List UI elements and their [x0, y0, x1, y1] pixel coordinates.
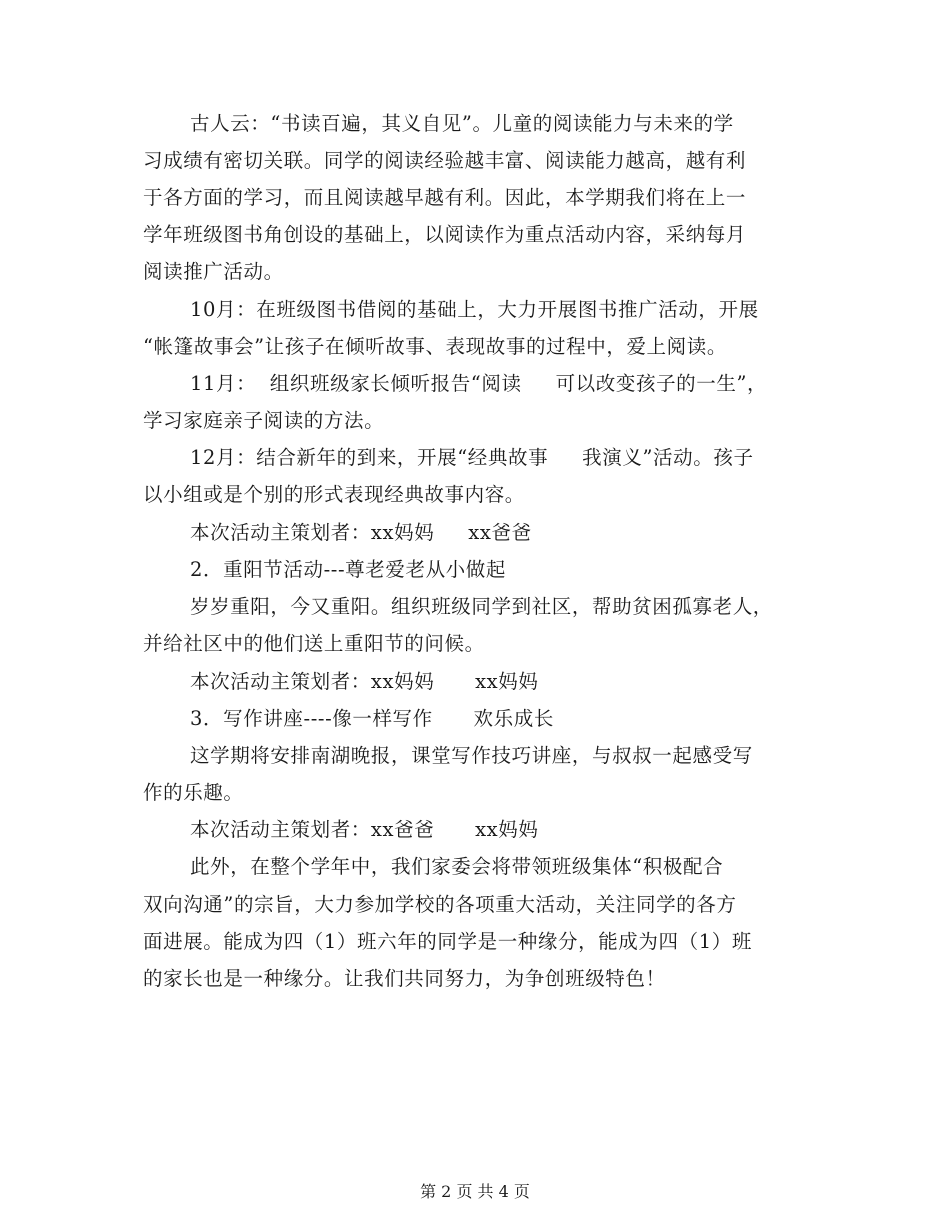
section-heading: 2．重阳节活动---尊老爱老从小做起 — [190, 558, 506, 581]
text-line: 本次活动主策划者：xx妈妈 xx妈妈 — [190, 670, 539, 693]
text-line: 并给社区中的他们送上重阳节的问候。 — [143, 632, 485, 655]
text-line: 阅读推广活动。 — [143, 260, 284, 283]
text-line: 这学期将安排南湖晚报，课堂写作技巧讲座，与叔叔一起感受写 — [190, 744, 753, 767]
text-line: 11月： 组织班级家长倾听报告“阅读 可以改变孩子的一生”， — [190, 372, 768, 395]
page-number-footer: 第 2 页 共 4 页 — [420, 1182, 530, 1201]
text-line: 的家长也是一种缘分。让我们共同努力，为争创班级特色！ — [143, 967, 666, 990]
text-line: 学习家庭亲子阅读的方法。 — [143, 409, 385, 432]
text-line: 双向沟通”的宗旨，大力参加学校的各项重大活动，关注同学的各方 — [143, 893, 737, 916]
text-line: 以小组或是个别的形式表现经典故事内容。 — [143, 483, 525, 506]
text-line: 面进展。能成为四（1）班六年的同学是一种缘分，能成为四（1）班 — [143, 930, 752, 953]
text-line: 岁岁重阳，今又重阳。组织班级同学到社区，帮助贫困孤寡老人， — [190, 595, 773, 618]
text-line: “帐篷故事会”让孩子在倾听故事、表现故事的过程中，爱上阅读。 — [143, 335, 727, 358]
text-line: 10月：在班级图书借阅的基础上，大力开展图书推广活动，开展 — [190, 298, 759, 321]
text-line: 古人云：“书读百遍，其义自见”。儿童的阅读能力与未来的学 — [190, 112, 734, 135]
text-line: 此外，在整个学年中，我们家委会将带领班级集体“积极配合 — [190, 855, 724, 878]
text-line: 12月：结合新年的到来，开展“经典故事 我演义”活动。孩子 — [190, 446, 754, 469]
text-line: 本次活动主策划者：xx爸爸 xx妈妈 — [190, 818, 539, 841]
section-heading: 3．写作讲座----像一样写作 欢乐成长 — [190, 707, 554, 730]
text-line: 习成绩有密切关联。同学的阅读经验越丰富、阅读能力越高，越有利 — [143, 149, 747, 172]
text-line: 本次活动主策划者：xx妈妈 xx爸爸 — [190, 521, 532, 544]
text-line: 作的乐趣。 — [143, 781, 244, 804]
text-line: 于各方面的学习，而且阅读越早越有利。因此，本学期我们将在上一 — [143, 186, 747, 209]
text-line: 学年班级图书角创设的基础上，以阅读作为重点活动内容，采纳每月 — [143, 223, 747, 246]
